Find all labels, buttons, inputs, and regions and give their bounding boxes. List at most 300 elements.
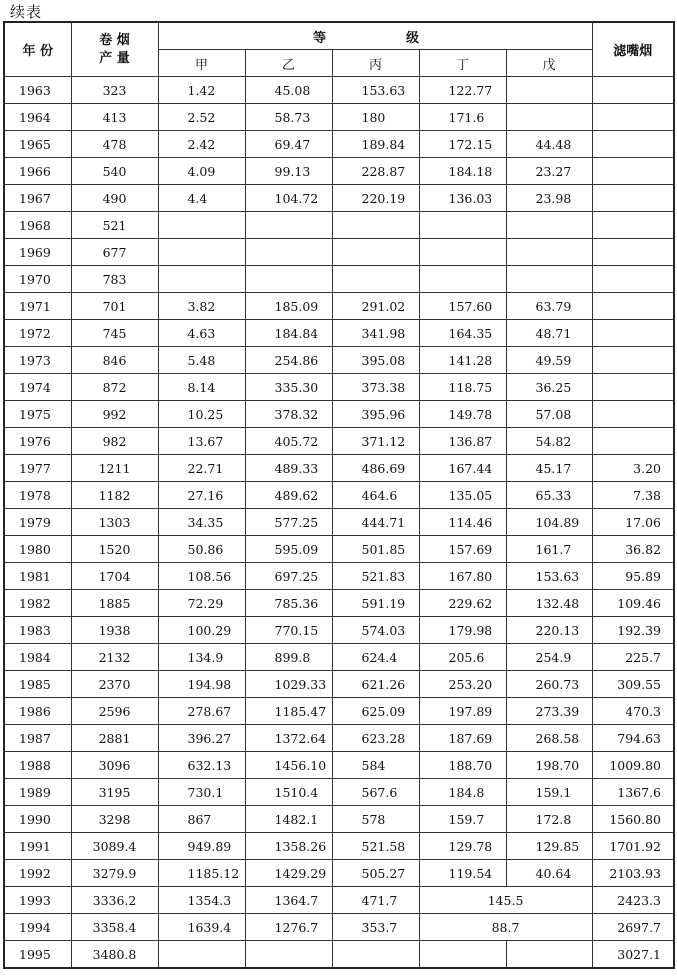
filter-cell: [592, 239, 674, 266]
filter-cell: [592, 266, 674, 293]
grade-cell: 185.09: [245, 293, 332, 320]
grade-cell: 278.67: [158, 698, 245, 725]
year-cell: 1978: [4, 482, 71, 509]
grade-cell: 4.4: [158, 185, 245, 212]
grade-cell: 194.98: [158, 671, 245, 698]
grade-cell: 4.09: [158, 158, 245, 185]
grade-cell: 57.08: [506, 401, 592, 428]
filter-cell: [592, 374, 674, 401]
production-cell: 3336.2: [71, 887, 158, 914]
grade-cell: 949.89: [158, 833, 245, 860]
grade-cell: 72.29: [158, 590, 245, 617]
table-row: [4, 536, 674, 563]
table-row: [4, 212, 674, 239]
grade-cell: 1354.3: [158, 887, 245, 914]
grade-cell: 27.16: [158, 482, 245, 509]
grade-cell: 34.35: [158, 509, 245, 536]
table-row: [4, 671, 674, 698]
grade-cell: 141.28: [419, 347, 506, 374]
table-row: [4, 320, 674, 347]
grade-cell: 899.8: [245, 644, 332, 671]
year-cell: 1992: [4, 860, 71, 887]
grade-cell: 1.42: [158, 77, 245, 104]
table-row: [4, 455, 674, 482]
grade-cell: 172.15: [419, 131, 506, 158]
grade-cell: [506, 266, 592, 293]
table-row: [4, 428, 674, 455]
production-cell: 2596: [71, 698, 158, 725]
filter-cell: 3.20: [592, 455, 674, 482]
grade-cell: 1185.47: [245, 698, 332, 725]
table-row: [4, 779, 674, 806]
filter-cell: [592, 185, 674, 212]
table-row: [4, 644, 674, 671]
table-row: [4, 293, 674, 320]
table-row: [4, 77, 674, 104]
grade-cell: 187.69: [419, 725, 506, 752]
grade-cell: 48.71: [506, 320, 592, 347]
table-caption: 续表: [10, 3, 43, 21]
grade-cell: [158, 941, 245, 969]
grade-cell: 273.39: [506, 698, 592, 725]
production-cell: 1182: [71, 482, 158, 509]
grade-cell: [332, 212, 419, 239]
header-production-line2: 产 量: [99, 50, 130, 66]
grade-cell: 129.85: [506, 833, 592, 860]
grade-cell: 167.80: [419, 563, 506, 590]
header-filter: 滤嘴烟: [592, 22, 674, 77]
grade-cell: 395.08: [332, 347, 419, 374]
grade-cell: 50.86: [158, 536, 245, 563]
production-cell: 1704: [71, 563, 158, 590]
production-cell: 1211: [71, 455, 158, 482]
filter-cell: 470.3: [592, 698, 674, 725]
filter-cell: [592, 347, 674, 374]
grade-cell: 291.02: [332, 293, 419, 320]
grade-cell: 1276.7: [245, 914, 332, 941]
filter-cell: [592, 131, 674, 158]
production-cell: 2132: [71, 644, 158, 671]
grade-cell: 220.19: [332, 185, 419, 212]
production-cell: 982: [71, 428, 158, 455]
grade-cell: 623.28: [332, 725, 419, 752]
year-cell: 1995: [4, 941, 71, 969]
grade-cell: 118.75: [419, 374, 506, 401]
grade-cell: 373.38: [332, 374, 419, 401]
grade-cell: [419, 212, 506, 239]
grade-cell: 184.18: [419, 158, 506, 185]
filter-cell: [592, 428, 674, 455]
grade-cell: 104.72: [245, 185, 332, 212]
grade-cell: 114.46: [419, 509, 506, 536]
header-year: 年 份: [4, 22, 71, 77]
grade-cell: 464.6: [332, 482, 419, 509]
filter-cell: 109.46: [592, 590, 674, 617]
grade-cell: 134.9: [158, 644, 245, 671]
grade-cell: 189.84: [332, 131, 419, 158]
grade-cell: 153.63: [506, 563, 592, 590]
year-cell: 1968: [4, 212, 71, 239]
grade-cell: 8.14: [158, 374, 245, 401]
grade-cell: 405.72: [245, 428, 332, 455]
production-cell: 677: [71, 239, 158, 266]
grade-cell: 574.03: [332, 617, 419, 644]
header-production-line1: 卷 烟: [99, 32, 130, 48]
grade-cell: 179.98: [419, 617, 506, 644]
grade-cell: [245, 239, 332, 266]
grade-cell: 198.70: [506, 752, 592, 779]
table-row: [4, 725, 674, 752]
grade-cell: [419, 239, 506, 266]
grade-cell: 268.58: [506, 725, 592, 752]
grade-cell: 149.78: [419, 401, 506, 428]
production-cell: 783: [71, 266, 158, 293]
grade-cell: 157.60: [419, 293, 506, 320]
grade-cell: 65.33: [506, 482, 592, 509]
grade-cell: 159.7: [419, 806, 506, 833]
table-row: [4, 590, 674, 617]
grade-cell: [506, 77, 592, 104]
grade-cell: 99.13: [245, 158, 332, 185]
grade-cell: 1482.1: [245, 806, 332, 833]
grade-cell: 172.8: [506, 806, 592, 833]
production-cell: 1885: [71, 590, 158, 617]
grade-cell: 867: [158, 806, 245, 833]
grade-cell: 228.87: [332, 158, 419, 185]
table-row: [4, 401, 674, 428]
grade-cell: 621.26: [332, 671, 419, 698]
year-cell: 1974: [4, 374, 71, 401]
year-cell: 1969: [4, 239, 71, 266]
year-cell: 1975: [4, 401, 71, 428]
filter-cell: 1560.80: [592, 806, 674, 833]
grade-cell: [158, 212, 245, 239]
grade-cell: [506, 104, 592, 131]
table-row: [4, 239, 674, 266]
grade-cell: 184.8: [419, 779, 506, 806]
grade-cell: 591.19: [332, 590, 419, 617]
grade-cell: 136.03: [419, 185, 506, 212]
header-production: [71, 22, 158, 77]
grade-cell: 471.7: [332, 887, 419, 914]
grade-cell: 254.9: [506, 644, 592, 671]
table-row: [4, 563, 674, 590]
grade-cell: 23.27: [506, 158, 592, 185]
filter-cell: 794.63: [592, 725, 674, 752]
year-cell: 1981: [4, 563, 71, 590]
grade-cell: 4.63: [158, 320, 245, 347]
grade-cell: 1429.29: [245, 860, 332, 887]
grade-cell: 578: [332, 806, 419, 833]
grade-cell: [506, 212, 592, 239]
grade-cell: 164.35: [419, 320, 506, 347]
table-row: [4, 941, 674, 969]
year-cell: 1963: [4, 77, 71, 104]
year-cell: 1971: [4, 293, 71, 320]
filter-cell: 7.38: [592, 482, 674, 509]
year-cell: 1989: [4, 779, 71, 806]
production-cell: 3298: [71, 806, 158, 833]
grade-cell: 378.32: [245, 401, 332, 428]
table-body: [4, 77, 674, 969]
grade-cell: 13.67: [158, 428, 245, 455]
grade-cell: 521.83: [332, 563, 419, 590]
production-cell: 1303: [71, 509, 158, 536]
production-cell: 992: [71, 401, 158, 428]
table-row: [4, 860, 674, 887]
production-cell: 2881: [71, 725, 158, 752]
filter-cell: 2103.93: [592, 860, 674, 887]
grade-cell: 730.1: [158, 779, 245, 806]
year-cell: 1976: [4, 428, 71, 455]
filter-cell: 1367.6: [592, 779, 674, 806]
filter-cell: 17.06: [592, 509, 674, 536]
grade-cell: 69.47: [245, 131, 332, 158]
grade-cell: 253.20: [419, 671, 506, 698]
grade-cell: 184.84: [245, 320, 332, 347]
grade-cell: 188.70: [419, 752, 506, 779]
grade-cell: 229.62: [419, 590, 506, 617]
grade-cell: 584: [332, 752, 419, 779]
table-row: [4, 374, 674, 401]
production-cell: 323: [71, 77, 158, 104]
grade-cell: [158, 266, 245, 293]
grade-cell: 58.73: [245, 104, 332, 131]
table-row: [4, 914, 674, 941]
year-cell: 1994: [4, 914, 71, 941]
grade-cell: 205.6: [419, 644, 506, 671]
grade-cell: 1372.64: [245, 725, 332, 752]
grade-cell: 36.25: [506, 374, 592, 401]
production-cell: 745: [71, 320, 158, 347]
grade-cell: 122.77: [419, 77, 506, 104]
grade-cell: 335.30: [245, 374, 332, 401]
grade-cell: 770.15: [245, 617, 332, 644]
filter-cell: 2423.3: [592, 887, 674, 914]
grade-cell: 45.08: [245, 77, 332, 104]
grade-cell: 1510.4: [245, 779, 332, 806]
grade-cell: [332, 239, 419, 266]
filter-cell: [592, 401, 674, 428]
grade-cell: 254.86: [245, 347, 332, 374]
year-cell: 1983: [4, 617, 71, 644]
table-row: [4, 833, 674, 860]
table-row: [4, 482, 674, 509]
grade-cell: 1029.33: [245, 671, 332, 698]
grade-cell: 486.69: [332, 455, 419, 482]
grade-cell: 22.71: [158, 455, 245, 482]
year-cell: 1987: [4, 725, 71, 752]
filter-cell: 192.39: [592, 617, 674, 644]
grade-cell: 23.98: [506, 185, 592, 212]
grade-cell: 577.25: [245, 509, 332, 536]
grade-cell: 353.7: [332, 914, 419, 941]
production-cell: 846: [71, 347, 158, 374]
table-row: [4, 806, 674, 833]
year-cell: 1984: [4, 644, 71, 671]
filter-cell: 36.82: [592, 536, 674, 563]
grade-cell: 153.63: [332, 77, 419, 104]
production-cell: 2370: [71, 671, 158, 698]
grade-cell: 371.12: [332, 428, 419, 455]
grade-cell: [419, 266, 506, 293]
year-cell: 1977: [4, 455, 71, 482]
grade-cell: [332, 941, 419, 969]
filter-cell: [592, 77, 674, 104]
filter-cell: [592, 212, 674, 239]
grade-ding-wu-merged-cell: 145.5: [419, 887, 592, 914]
filter-cell: 95.89: [592, 563, 674, 590]
grade-cell: 1364.7: [245, 887, 332, 914]
grade-cell: 104.89: [506, 509, 592, 536]
filter-cell: 1009.80: [592, 752, 674, 779]
filter-cell: 2697.7: [592, 914, 674, 941]
grade-cell: [245, 212, 332, 239]
table-row: [4, 185, 674, 212]
grade-cell: 505.27: [332, 860, 419, 887]
grade-cell: 119.54: [419, 860, 506, 887]
grade-cell: 157.69: [419, 536, 506, 563]
filter-cell: [592, 320, 674, 347]
grade-cell: 132.48: [506, 590, 592, 617]
grade-cell: 49.59: [506, 347, 592, 374]
year-cell: 1985: [4, 671, 71, 698]
grade-cell: 595.09: [245, 536, 332, 563]
grade-cell: 501.85: [332, 536, 419, 563]
grade-cell: 167.44: [419, 455, 506, 482]
header-grade-jia: 甲: [158, 50, 245, 77]
grade-cell: 3.82: [158, 293, 245, 320]
grade-cell: 1456.10: [245, 752, 332, 779]
filter-cell: [592, 158, 674, 185]
grade-cell: 785.36: [245, 590, 332, 617]
grade-cell: [245, 941, 332, 969]
grade-cell: 1358.26: [245, 833, 332, 860]
table-row: [4, 347, 674, 374]
production-cell: 3358.4: [71, 914, 158, 941]
filter-cell: [592, 104, 674, 131]
grade-cell: 136.87: [419, 428, 506, 455]
year-cell: 1973: [4, 347, 71, 374]
year-cell: 1979: [4, 509, 71, 536]
filter-cell: 225.7: [592, 644, 674, 671]
year-cell: 1972: [4, 320, 71, 347]
year-cell: 1980: [4, 536, 71, 563]
year-cell: 1986: [4, 698, 71, 725]
grade-cell: 171.6: [419, 104, 506, 131]
grade-cell: 624.4: [332, 644, 419, 671]
grade-cell: 180: [332, 104, 419, 131]
header-grade-ding: 丁: [419, 50, 506, 77]
grade-cell: 44.48: [506, 131, 592, 158]
grade-cell: 161.7: [506, 536, 592, 563]
table-row: [4, 266, 674, 293]
year-cell: 1967: [4, 185, 71, 212]
grade-cell: 135.05: [419, 482, 506, 509]
filter-cell: 1701.92: [592, 833, 674, 860]
header-grade-yi: 乙: [245, 50, 332, 77]
production-cell: 872: [71, 374, 158, 401]
tobacco-production-table: [3, 21, 675, 969]
year-cell: 1990: [4, 806, 71, 833]
table-row: [4, 698, 674, 725]
production-cell: 3279.9: [71, 860, 158, 887]
table-row: [4, 617, 674, 644]
grade-cell: 632.13: [158, 752, 245, 779]
table-row: [4, 131, 674, 158]
grade-cell: [506, 239, 592, 266]
production-cell: 3096: [71, 752, 158, 779]
production-cell: 413: [71, 104, 158, 131]
production-cell: 490: [71, 185, 158, 212]
year-cell: 1982: [4, 590, 71, 617]
production-cell: 3480.8: [71, 941, 158, 969]
grade-cell: 395.96: [332, 401, 419, 428]
production-cell: 1520: [71, 536, 158, 563]
header-grade-group: 等 级: [158, 22, 592, 50]
table-row: [4, 509, 674, 536]
grade-cell: [158, 239, 245, 266]
grade-cell: 625.09: [332, 698, 419, 725]
grade-cell: [245, 266, 332, 293]
year-cell: 1964: [4, 104, 71, 131]
grade-cell: 159.1: [506, 779, 592, 806]
year-cell: 1966: [4, 158, 71, 185]
grade-cell: 2.52: [158, 104, 245, 131]
grade-cell: 40.64: [506, 860, 592, 887]
production-cell: 478: [71, 131, 158, 158]
grade-cell: [419, 941, 506, 969]
grade-cell: 197.89: [419, 698, 506, 725]
grade-cell: 1639.4: [158, 914, 245, 941]
grade-cell: 489.62: [245, 482, 332, 509]
grade-cell: 5.48: [158, 347, 245, 374]
grade-cell: 260.73: [506, 671, 592, 698]
filter-cell: 309.55: [592, 671, 674, 698]
grade-ding-wu-merged-cell: 88.7: [419, 914, 592, 941]
grade-cell: [332, 266, 419, 293]
grade-cell: [506, 941, 592, 969]
grade-cell: 129.78: [419, 833, 506, 860]
year-cell: 1965: [4, 131, 71, 158]
table-row: [4, 104, 674, 131]
grade-cell: 100.29: [158, 617, 245, 644]
grade-cell: 341.98: [332, 320, 419, 347]
grade-cell: 444.71: [332, 509, 419, 536]
grade-cell: 54.82: [506, 428, 592, 455]
grade-cell: 220.13: [506, 617, 592, 644]
production-cell: 701: [71, 293, 158, 320]
grade-cell: 63.79: [506, 293, 592, 320]
grade-cell: 521.58: [332, 833, 419, 860]
year-cell: 1988: [4, 752, 71, 779]
grade-cell: 2.42: [158, 131, 245, 158]
grade-cell: 10.25: [158, 401, 245, 428]
production-cell: 521: [71, 212, 158, 239]
production-cell: 1938: [71, 617, 158, 644]
grade-cell: 489.33: [245, 455, 332, 482]
grade-cell: 697.25: [245, 563, 332, 590]
production-cell: 3089.4: [71, 833, 158, 860]
year-cell: 1970: [4, 266, 71, 293]
header-grade-bing: 丙: [332, 50, 419, 77]
table-row: [4, 752, 674, 779]
filter-cell: 3027.1: [592, 941, 674, 969]
grade-cell: 1185.12: [158, 860, 245, 887]
production-cell: 540: [71, 158, 158, 185]
year-cell: 1991: [4, 833, 71, 860]
table-row: [4, 887, 674, 914]
